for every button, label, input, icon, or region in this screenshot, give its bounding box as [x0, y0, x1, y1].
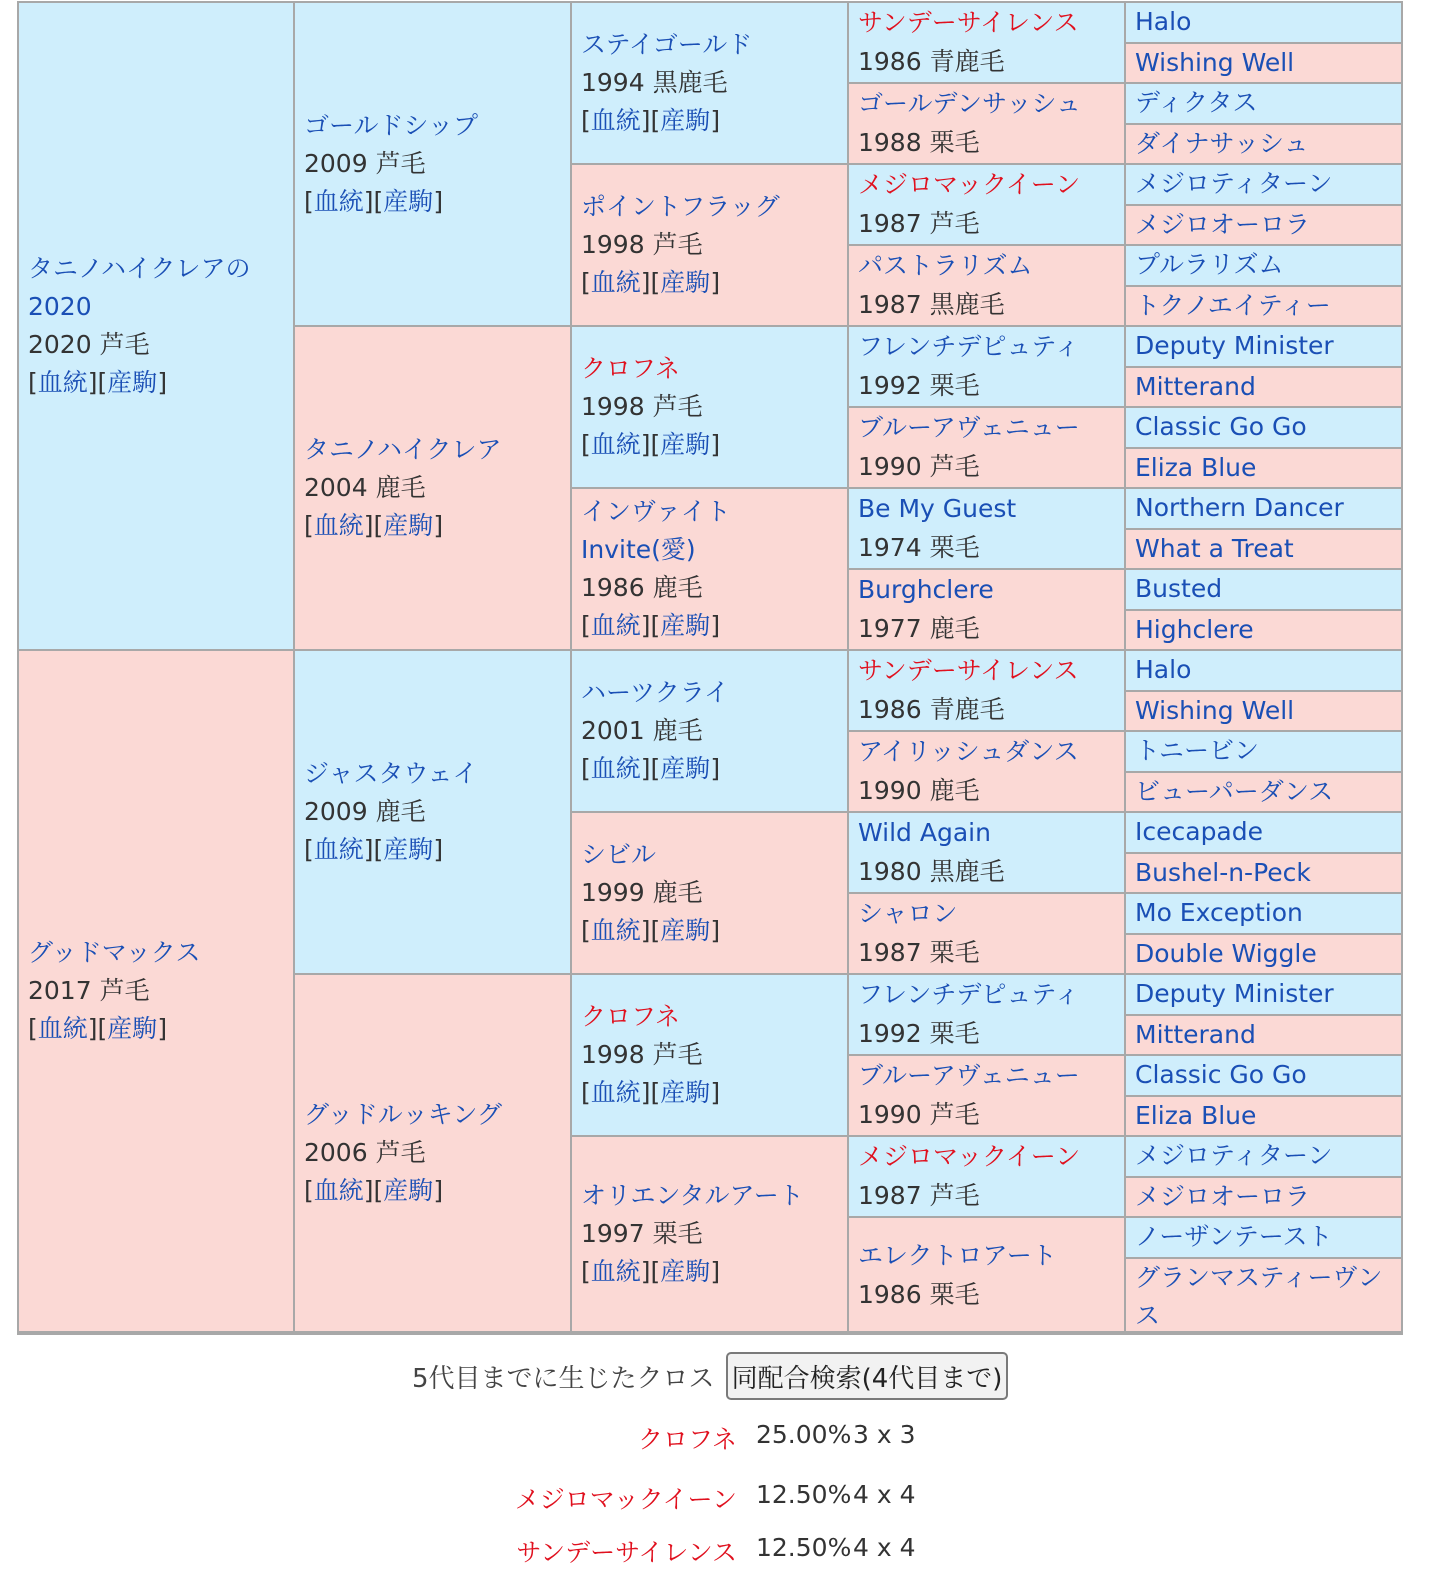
- offspring-link[interactable]: 産駒: [383, 187, 434, 216]
- horse-name-link[interactable]: Classic Go Go: [1135, 1060, 1307, 1089]
- horse-name-link[interactable]: ポイントフラッグ: [581, 192, 780, 221]
- cross-title: 5代目までに生じたクロス: [412, 1364, 715, 1394]
- horse-name-link[interactable]: Icecapade: [1135, 817, 1264, 846]
- pedigree-link[interactable]: 血統: [590, 754, 641, 783]
- horse-name-link[interactable]: クロフネ: [581, 1002, 681, 1031]
- pedigree-cell: [849, 327, 1126, 408]
- pedigree-cell: [849, 1056, 1126, 1137]
- pedigree-links: [血統][産駒]: [581, 916, 721, 945]
- pedigree-cell: [1126, 408, 1403, 449]
- pedigree-cell: [1126, 1137, 1403, 1178]
- offspring-link[interactable]: 産駒: [660, 268, 711, 297]
- pedigree-link[interactable]: 血統: [590, 430, 641, 459]
- cross-section-header: [0, 1352, 1440, 1404]
- horse-birth-color: 1998 芦毛: [581, 230, 703, 259]
- horse-name-link[interactable]: ディクタス: [1135, 88, 1258, 117]
- pedigree-cell: [1126, 84, 1403, 125]
- horse-name-link[interactable]: ビューパーダンス: [1135, 777, 1334, 806]
- pedigree-cell: [1126, 894, 1403, 935]
- cross-row: [0, 1533, 1440, 1573]
- horse-birth-color: 1977 鹿毛: [858, 614, 980, 643]
- horse-name-link[interactable]: メジロオーロラ: [1135, 1182, 1311, 1211]
- horse-name-link[interactable]: Wild Again: [858, 818, 991, 847]
- horse-name-link[interactable]: シビル: [581, 840, 657, 869]
- pedigree-cell: [1126, 651, 1403, 692]
- pedigree-cell: [572, 3, 849, 165]
- pedigree-cell: [1126, 489, 1403, 530]
- horse-birth-color: 2009 芦毛: [304, 149, 426, 178]
- horse-name-link[interactable]: ブルーアヴェニュー: [858, 413, 1080, 442]
- offspring-link[interactable]: 産駒: [660, 611, 711, 640]
- pedigree-cell: [1126, 611, 1403, 651]
- horse-name-link[interactable]: Eliza Blue: [1135, 453, 1257, 482]
- pedigree-cell: [572, 489, 849, 651]
- pedigree-link[interactable]: 血統: [590, 106, 641, 135]
- pedigree-cell: [849, 975, 1126, 1056]
- horse-name-link[interactable]: タニノハイクレア: [304, 435, 502, 464]
- offspring-link[interactable]: 産駒: [660, 1257, 711, 1286]
- pedigree-cell: [1126, 975, 1403, 1016]
- pedigree-cell: [1126, 449, 1403, 489]
- horse-birth-color: 1992 栗毛: [858, 371, 980, 400]
- horse-name-link[interactable]: Deputy Minister: [1135, 979, 1334, 1008]
- horse-name-link[interactable]: メジロティターン: [1135, 1141, 1333, 1170]
- pedigree-cell: [849, 1218, 1126, 1333]
- offspring-link[interactable]: 産駒: [660, 106, 711, 135]
- horse-name-link[interactable]: オリエンタルアート: [581, 1181, 804, 1210]
- offspring-link[interactable]: 産駒: [660, 916, 711, 945]
- pedigree-link[interactable]: 血統: [590, 1257, 641, 1286]
- pedigree-cell: [849, 813, 1126, 894]
- pedigree-link[interactable]: 血統: [313, 835, 364, 864]
- pedigree-cell: [1126, 165, 1403, 206]
- pedigree-cell: [572, 327, 849, 489]
- horse-name-link[interactable]: メジロマックイーン: [858, 170, 1081, 199]
- cross-percentage: 25.00%: [756, 1420, 852, 1449]
- horse-birth-color: 1998 芦毛: [581, 392, 703, 421]
- pedigree-links: [血統][産駒]: [581, 1257, 721, 1286]
- horse-name-link[interactable]: エレクトロアート: [858, 1240, 1057, 1270]
- pedigree-links: [血統][産駒]: [581, 1078, 721, 1107]
- horse-name-link[interactable]: トニービン: [1135, 736, 1260, 765]
- pedigree-links: [血統][産駒]: [304, 1176, 444, 1205]
- pedigree-cell: [1126, 368, 1403, 408]
- horse-birth-color: 1994 黒鹿毛: [581, 68, 728, 97]
- pedigree-link[interactable]: 血統: [37, 1014, 88, 1043]
- horse-name-link[interactable]: Be My Guest: [858, 494, 1017, 523]
- offspring-link[interactable]: 産駒: [660, 1078, 711, 1107]
- pedigree-cell: [1126, 692, 1403, 732]
- horse-birth-color: 2004 鹿毛: [304, 473, 426, 502]
- horse-name-link[interactable]: Wishing Well: [1135, 696, 1295, 725]
- pedigree-cell: [1126, 1218, 1403, 1259]
- horse-birth-color: 1990 芦毛: [858, 1100, 980, 1129]
- pedigree-cell: [572, 651, 849, 813]
- pedigree-cell: [295, 3, 572, 327]
- pedigree-cell: [849, 246, 1126, 327]
- horse-name-link[interactable]: What a Treat: [1135, 534, 1294, 563]
- cross-row: [0, 1480, 1440, 1520]
- horse-name-link[interactable]: Bushel-n-Peck: [1135, 858, 1311, 887]
- pedigree-table: [17, 1, 1403, 1335]
- horse-name-link[interactable]: ブルーアヴェニュー: [858, 1061, 1080, 1090]
- horse-birth-color: 1987 芦毛: [858, 1181, 980, 1210]
- pedigree-cell: [1126, 1056, 1403, 1097]
- horse-birth-color: 1990 芦毛: [858, 452, 980, 481]
- horse-birth-color: 1997 栗毛: [581, 1219, 703, 1248]
- horse-name-link[interactable]: ハーツクライ: [581, 678, 730, 707]
- horse-alt-name-link[interactable]: Invite(愛): [581, 535, 696, 564]
- pedigree-cell: [1126, 1259, 1403, 1333]
- horse-name-link[interactable]: シャロン: [858, 899, 958, 928]
- horse-name-link[interactable]: グッドマックス: [28, 938, 201, 967]
- pedigree-link[interactable]: 血統: [313, 187, 364, 216]
- pedigree-links: [血統][産駒]: [28, 368, 168, 397]
- horse-name-link[interactable]: プルラリズム: [1135, 250, 1284, 279]
- horse-name-link[interactable]: ダイナサッシュ: [1135, 129, 1309, 158]
- pedigree-cell: [1126, 570, 1403, 611]
- horse-birth-color: 1986 青鹿毛: [858, 47, 1005, 76]
- horse-birth-color: 1987 芦毛: [858, 209, 980, 238]
- horse-name-link[interactable]: Mitterand: [1135, 1020, 1256, 1049]
- horse-birth-color: 1998 芦毛: [581, 1040, 703, 1069]
- horse-name-link[interactable]: Burghclere: [858, 575, 994, 604]
- horse-birth-color: 2009 鹿毛: [304, 797, 426, 826]
- offspring-link[interactable]: 産駒: [383, 1176, 434, 1205]
- pedigree-cell: [849, 732, 1126, 813]
- pedigree-links: [血統][産駒]: [304, 511, 444, 540]
- horse-name-link[interactable]: サンデーサイレンス: [858, 8, 1079, 37]
- horse-birth-color: 1992 栗毛: [858, 1019, 980, 1048]
- horse-name-link[interactable]: タニノハイクレアの2020: [28, 254, 251, 321]
- horse-name-link[interactable]: フレンチデピュティ: [858, 332, 1080, 361]
- pedigree-links: [血統][産駒]: [304, 187, 444, 216]
- cross-generation: 4 x 4: [853, 1480, 916, 1509]
- pedigree-cell: [1126, 854, 1403, 894]
- horse-name-link[interactable]: Deputy Minister: [1135, 331, 1334, 360]
- horse-birth-color: 2017 芦毛: [28, 976, 150, 1005]
- cross-horse-link[interactable]: サンデーサイレンス: [516, 1538, 737, 1567]
- pedigree-links: [血統][産駒]: [304, 835, 444, 864]
- pedigree-cell: [572, 1137, 849, 1333]
- horse-name-link[interactable]: ステイゴールド: [581, 30, 753, 59]
- pedigree-link[interactable]: 血統: [590, 611, 641, 640]
- horse-name-link[interactable]: メジロオーロラ: [1135, 210, 1311, 239]
- offspring-link[interactable]: 産駒: [660, 754, 711, 783]
- cross-generation: 3 x 3: [853, 1420, 916, 1449]
- pedigree-cell: [849, 165, 1126, 246]
- horse-name-link[interactable]: グランマスティーヴンス: [1135, 1263, 1383, 1330]
- offspring-link[interactable]: 産駒: [383, 835, 434, 864]
- pedigree-cell: [849, 651, 1126, 732]
- pedigree-links: [血統][産駒]: [581, 430, 721, 459]
- horse-birth-color: 2001 鹿毛: [581, 716, 703, 745]
- cross-generation: 4 x 4: [853, 1533, 916, 1562]
- pedigree-cell: [1126, 125, 1403, 165]
- pedigree-cell: [1126, 1016, 1403, 1056]
- pedigree-link[interactable]: 血統: [313, 511, 364, 540]
- pedigree-cell: [1126, 935, 1403, 975]
- horse-birth-color: 1988 栗毛: [858, 128, 980, 157]
- pedigree-cell: [1126, 327, 1403, 368]
- pedigree-cell: [1126, 732, 1403, 773]
- horse-name-link[interactable]: Eliza Blue: [1135, 1101, 1257, 1130]
- horse-name-link[interactable]: トクノエイティー: [1135, 291, 1331, 320]
- pedigree-cell: [295, 327, 572, 651]
- pedigree-link[interactable]: 血統: [590, 268, 641, 297]
- horse-name-link[interactable]: Classic Go Go: [1135, 412, 1307, 441]
- pedigree-cell: [1126, 773, 1403, 813]
- horse-name-link[interactable]: Busted: [1135, 574, 1223, 603]
- horse-name-link[interactable]: サンデーサイレンス: [858, 656, 1079, 685]
- horse-name-link[interactable]: Mitterand: [1135, 372, 1256, 401]
- horse-birth-color: 1990 鹿毛: [858, 776, 980, 805]
- horse-birth-color: 1986 鹿毛: [581, 573, 703, 602]
- offspring-link[interactable]: 産駒: [660, 430, 711, 459]
- pedigree-cell: [849, 408, 1126, 489]
- pedigree-cell: [849, 489, 1126, 570]
- horse-birth-color: 2020 芦毛: [28, 330, 150, 359]
- horse-birth-color: 1986 青鹿毛: [858, 695, 1005, 724]
- horse-name-link[interactable]: フレンチデピュティ: [858, 980, 1080, 1009]
- horse-birth-color: 1980 黒鹿毛: [858, 857, 1005, 886]
- offspring-link[interactable]: 産駒: [107, 368, 158, 397]
- offspring-link[interactable]: 産駒: [383, 511, 434, 540]
- horse-name-link[interactable]: アイリッシュダンス: [858, 737, 1079, 766]
- pedigree-links: [血統][産駒]: [581, 754, 721, 783]
- pedigree-cell: [572, 165, 849, 327]
- horse-birth-color: 1986 栗毛: [858, 1279, 980, 1309]
- horse-name-link[interactable]: メジロティターン: [1135, 169, 1333, 198]
- pedigree-cell: [1126, 287, 1403, 327]
- cross-row: [0, 1420, 1440, 1460]
- horse-name-link[interactable]: インヴァイト: [581, 497, 731, 526]
- horse-name-link[interactable]: ゴールデンサッシュ: [858, 89, 1082, 118]
- pedigree-links: [血統][産駒]: [581, 106, 721, 135]
- pedigree-cell: [849, 84, 1126, 165]
- pedigree-cell: [849, 570, 1126, 651]
- pedigree-cell: [1126, 3, 1403, 44]
- horse-name-link[interactable]: Double Wiggle: [1135, 939, 1317, 968]
- horse-name-link[interactable]: Wishing Well: [1135, 48, 1295, 77]
- pedigree-links: [血統][産駒]: [28, 1014, 168, 1043]
- horse-name-link[interactable]: ジャスタウェイ: [304, 759, 478, 788]
- horse-name-link[interactable]: ノーザンテースト: [1135, 1222, 1333, 1251]
- horse-birth-color: 1987 栗毛: [858, 938, 980, 967]
- pedigree-cell: [1126, 1178, 1403, 1218]
- horse-birth-color: 1987 黒鹿毛: [858, 290, 1005, 319]
- horse-name-link[interactable]: ゴールドシップ: [304, 111, 479, 140]
- horse-name-link[interactable]: Halo: [1135, 7, 1192, 36]
- horse-birth-color: 1974 栗毛: [858, 533, 980, 562]
- same-mating-search-button[interactable]: 同配合検索(4代目まで): [726, 1352, 1008, 1400]
- horse-name-link[interactable]: クロフネ: [581, 354, 681, 383]
- pedigree-cell: [1126, 813, 1403, 854]
- horse-name-link[interactable]: メジロマックイーン: [858, 1142, 1081, 1171]
- pedigree-links: [血統][産駒]: [581, 611, 721, 640]
- pedigree-cell: [1126, 44, 1403, 84]
- pedigree-link[interactable]: 血統: [590, 1078, 641, 1107]
- horse-name-link[interactable]: パストラリズム: [858, 251, 1033, 280]
- pedigree-cell: [1126, 530, 1403, 570]
- horse-name-link[interactable]: グッドルッキング: [304, 1100, 503, 1129]
- pedigree-cell: [19, 3, 295, 651]
- horse-birth-color: 2006 芦毛: [304, 1138, 426, 1167]
- pedigree-cell: [849, 3, 1126, 84]
- pedigree-cell: [849, 894, 1126, 975]
- horse-name-link[interactable]: Mo Exception: [1135, 898, 1303, 927]
- pedigree-cell: [572, 813, 849, 975]
- pedigree-link[interactable]: 血統: [590, 916, 641, 945]
- pedigree-link[interactable]: 血統: [313, 1176, 364, 1205]
- cross-horse-link[interactable]: クロフネ: [637, 1425, 737, 1454]
- horse-name-link[interactable]: Northern Dancer: [1135, 493, 1344, 522]
- cross-horse-link[interactable]: メジロマックイーン: [514, 1485, 737, 1514]
- horse-birth-color: 1999 鹿毛: [581, 878, 703, 907]
- pedigree-cell: [295, 975, 572, 1333]
- cross-percentage: 12.50%: [756, 1480, 852, 1509]
- horse-name-link[interactable]: Highclere: [1135, 615, 1254, 644]
- pedigree-cell: [295, 651, 572, 975]
- pedigree-links: [血統][産駒]: [581, 268, 721, 297]
- pedigree-cell: [1126, 206, 1403, 246]
- pedigree-cell: [19, 651, 295, 1333]
- pedigree-link[interactable]: 血統: [37, 368, 88, 397]
- pedigree-cell: [1126, 1097, 1403, 1137]
- pedigree-cell: [572, 975, 849, 1137]
- pedigree-cell: [849, 1137, 1126, 1218]
- pedigree-cell: [1126, 246, 1403, 287]
- offspring-link[interactable]: 産駒: [107, 1014, 158, 1043]
- cross-percentage: 12.50%: [756, 1533, 852, 1562]
- horse-name-link[interactable]: Halo: [1135, 655, 1192, 684]
